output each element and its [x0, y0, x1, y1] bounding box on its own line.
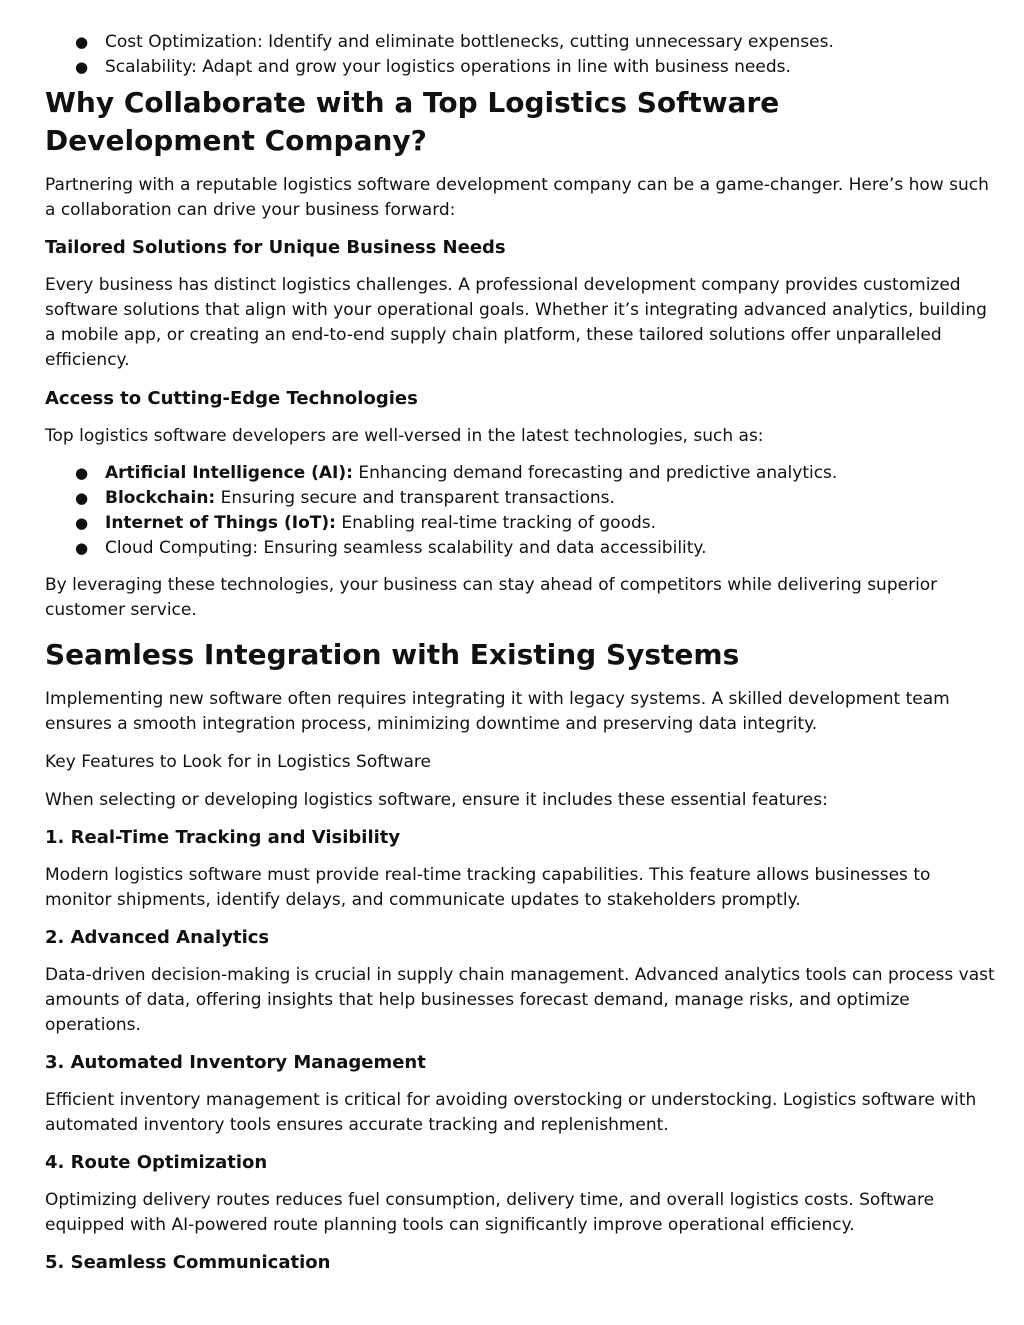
list-item-text: Ensuring secure and transparent transactions. — [215, 488, 615, 508]
technology-bullet-list — [45, 461, 995, 561]
cutting-edge-intro: Top logistics software developers are well-versed in the latest technologies, such as: — [45, 426, 764, 446]
feature-heading-advanced-analytics: 2. Advanced Analytics — [45, 927, 270, 948]
tailored-solutions-heading: Tailored Solutions for Unique Business Needs — [45, 237, 506, 258]
list-item — [45, 461, 995, 486]
list-item-term: Blockchain: — [105, 488, 216, 508]
list-item-term: Internet of Things (IoT): — [105, 513, 336, 533]
key-features-line: Key Features to Look for in Logistics Software — [45, 752, 431, 772]
list-item — [45, 511, 995, 536]
list-item — [45, 55, 995, 80]
list-item-text: Enhancing demand forecasting and predictive analytics. — [352, 463, 838, 483]
partner-paragraph: Partnering with a reputable logistics software development company can be a game-changer. Here’s how such a collaboration can drive your business forward: — [45, 175, 989, 220]
bullet-icon: ● — [75, 58, 89, 76]
feature-paragraph-route-optimization: Optimizing delivery routes reduces fuel consumption, delivery time, and overall logistics costs. Software equipped with AI-powered route planning tools can significantly improve operational efficiency. — [45, 1190, 935, 1235]
list-item — [45, 536, 995, 561]
feature-heading-inventory-management: 3. Automated Inventory Management — [45, 1052, 426, 1073]
list-item-term: Artificial Intelligence (AI): — [105, 463, 353, 483]
cutting-edge-heading: Access to Cutting-Edge Technologies — [45, 388, 418, 409]
list-item — [45, 30, 995, 55]
leverage-paragraph: By leveraging these technologies, your business can stay ahead of competitors while delivering superior customer service. — [45, 575, 938, 620]
list-item-text: Enabling real-time tracking of goods. — [335, 513, 657, 533]
feature-paragraph-inventory-management: Efficient inventory management is critical for avoiding overstocking or understocking. Logistics software with automated inventory tools ensures accurate tracking and replenishment. — [45, 1090, 977, 1135]
when-selecting-paragraph: When selecting or developing logistics software, ensure it includes these essential features: — [45, 790, 828, 810]
bullet-icon: ● — [75, 464, 89, 482]
feature-heading-seamless-communication: 5. Seamless Communication — [45, 1252, 331, 1273]
bullet-icon: ● — [75, 489, 89, 507]
feature-paragraph-advanced-analytics: Data-driven decision-making is crucial in supply chain management. Advanced analytics tools can process vast amounts of data, offering insights that help businesses forecast demand, manage risks, and optimize operations. — [45, 965, 995, 1035]
bullet-icon: ● — [75, 33, 89, 51]
bullet-icon: ● — [75, 514, 89, 532]
list-item-text: Cost Optimization: Identify and eliminate bottlenecks, cutting unnecessary expenses. — [105, 32, 834, 52]
feature-heading-real-time-tracking: 1. Real-Time Tracking and Visibility — [45, 827, 401, 848]
seamless-integration-heading: Seamless Integration with Existing Systems — [45, 638, 740, 671]
feature-heading-route-optimization: 4. Route Optimization — [45, 1152, 268, 1173]
document-page — [45, 0, 995, 1275]
why-collaborate-heading: Why Collaborate with a Top Logistics Software Development Company? — [45, 86, 780, 157]
tailored-solutions-paragraph: Every business has distinct logistics challenges. A professional development company provides customized software solutions that align with your operational goals. Whether it’s integrating advanced analytics, building a mobile app, or creating an end-to-end supply chain platform, these tailored solutions offer unparalleled efficiency. — [45, 275, 987, 370]
list-item-text: Cloud Computing: Ensuring seamless scalability and data accessibility. — [105, 538, 707, 558]
intro-bullet-list — [45, 0, 995, 80]
list-item-text: Scalability: Adapt and grow your logistics operations in line with business needs. — [105, 57, 791, 77]
bullet-icon: ● — [75, 539, 89, 557]
feature-paragraph-real-time-tracking: Modern logistics software must provide real-time tracking capabilities. This feature allows businesses to monitor shipments, identify delays, and communicate updates to stakeholders promptly. — [45, 865, 931, 910]
seamless-integration-paragraph: Implementing new software often requires integrating it with legacy systems. A skilled development team ensures a smooth integration process, minimizing downtime and preserving data integrity. — [45, 689, 950, 734]
list-item — [45, 486, 995, 511]
